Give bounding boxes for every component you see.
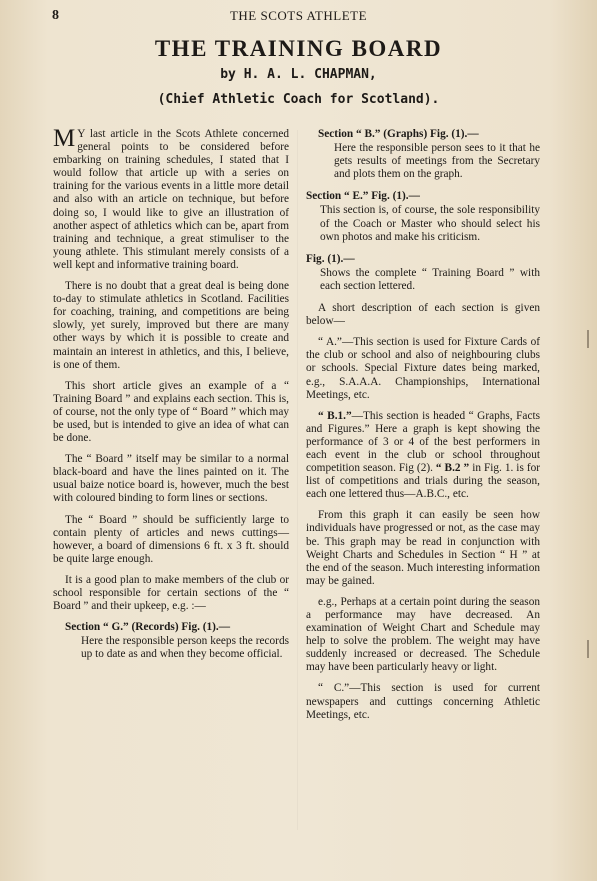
left-column (53, 125, 289, 670)
item-b1-text: —This section is headed “ Graphs, Facts and Figures.” Here a graph is kept showing the performance of 3 or 4 of the best performers in each event in the club or school throughout competition season. Fig (2). (306, 409, 540, 475)
margin-mark (587, 640, 589, 658)
section-g-text: Here the responsible person keeps the records up to date as and when they become official. (81, 635, 289, 661)
article-title: THE TRAINING BOARD (154, 36, 443, 61)
section-e-text: This section is, of course, the sole responsibility of the Coach or Master who should select his own photos and make his criticism. (320, 204, 540, 243)
paragraph: This short article gives an example of a “ Training Board ” and explains each section. This is, of course, not the only type of “ Board ” which may be used, but is intended to give an idea of what can be done. (53, 379, 289, 445)
paragraph (53, 125, 289, 272)
running-title: THE SCOTS ATHLETE (229, 8, 368, 23)
item-b2-label: “ B.2 ” (435, 462, 470, 475)
page-header (0, 8, 597, 26)
item-b1-label: “ B.1.” (318, 409, 352, 422)
paragraph: It is a good plan to make members of the club or school responsible for certain sections of the “ Board ” and their upkeep, e.g. :— (53, 573, 289, 613)
article-byline: by H. A. L. CHAPMAN, (220, 67, 377, 82)
item-b1 (306, 410, 540, 502)
item-b2-text: in Fig. 1. is for list of competitions and trials during the season, each one lettered thus—A.B.C., etc. (306, 462, 540, 501)
item-a: “ A.”—This section is used for Fixture Cards of the club or school and also of neighbouring clubs or schools. Special Fixture dates being marked, e.g., S.A.A.A. Championships, International Meetings, etc. (306, 336, 540, 401)
section-e-heading: Section “ E.” Fig. (1).— (306, 190, 420, 203)
paragraph: The “ Board ” itself may be similar to a normal black-board and have the lines painted on it. The usual baize notice board is, however, much the best with coloured binding to form lines or sections. (53, 453, 289, 505)
paragraph: A short description of each section is given below— (306, 302, 540, 328)
drop-cap: M (53, 125, 76, 152)
paragraph: There is no doubt that a great deal is being done to-day to stimulate athletics in Scotland. Facilities for coaching, training, and competitions are being slowly, yet surely, improved but there are many other ways by which it is possible to create and maintain an interest in athletics, and this, I believe, is one of them. (53, 280, 289, 371)
column-gutter (297, 130, 298, 830)
section-g-heading: Section “ G.” (Records) Fig. (1).— (65, 621, 231, 634)
author-affiliation: (Chief Athletic Coach for Scotland). (157, 92, 440, 107)
paragraph: The “ Board ” should be sufficiently large to contain plenty of articles and news cuttings—however, a board of dimensions 6 ft. x 3 ft. should be quite large enough. (53, 513, 289, 565)
page-number: 8 (52, 8, 59, 23)
paragraph: e.g., Perhaps at a certain point during the season a performance may have decreased. An examination of Weight Chart and Schedule may help to solve the problem. The weight may have suddenly increased or decreased. The Schedule may have been particularly heavy or light. (306, 595, 540, 674)
section-b-heading: Section “ B.” (Graphs) Fig. (1).— (318, 128, 479, 140)
paragraph: From this graph it can easily be seen how individuals have progressed or not, as the case may be. This graph may be read in conjunction with Weight Charts and Schedules in Section “ H ” at the end of the season. Much interesting information may be gained. (306, 509, 540, 587)
paragraph-text: Y last article in the Scots Athlete concerned general points to be considered before embarking on training schedules, I stated that I would follow that article up with a series on training for the various events in a little more detail and also with an article on technique, but before doing so, I would like to give an illustration of another aspect of athletics which can be, apart from training and technique, a great stimuliser to the young athlete. This stimulant merely consists of a well kept and informative training board. (53, 128, 289, 271)
figure-1-heading: Fig. (1).— (306, 252, 355, 265)
figure-1-text: Shows the complete “ Training Board ” with each section lettered. (320, 266, 540, 292)
right-column (306, 128, 540, 730)
item-c: “ C.”—This section is used for current newspapers and cuttings concerning Athletic Meetings, etc. (306, 682, 540, 721)
section-b-text: Here the responsible person sees to it that he gets results of meetings from the Secretary and plots them on the graph. (334, 142, 540, 181)
margin-mark (587, 330, 589, 348)
